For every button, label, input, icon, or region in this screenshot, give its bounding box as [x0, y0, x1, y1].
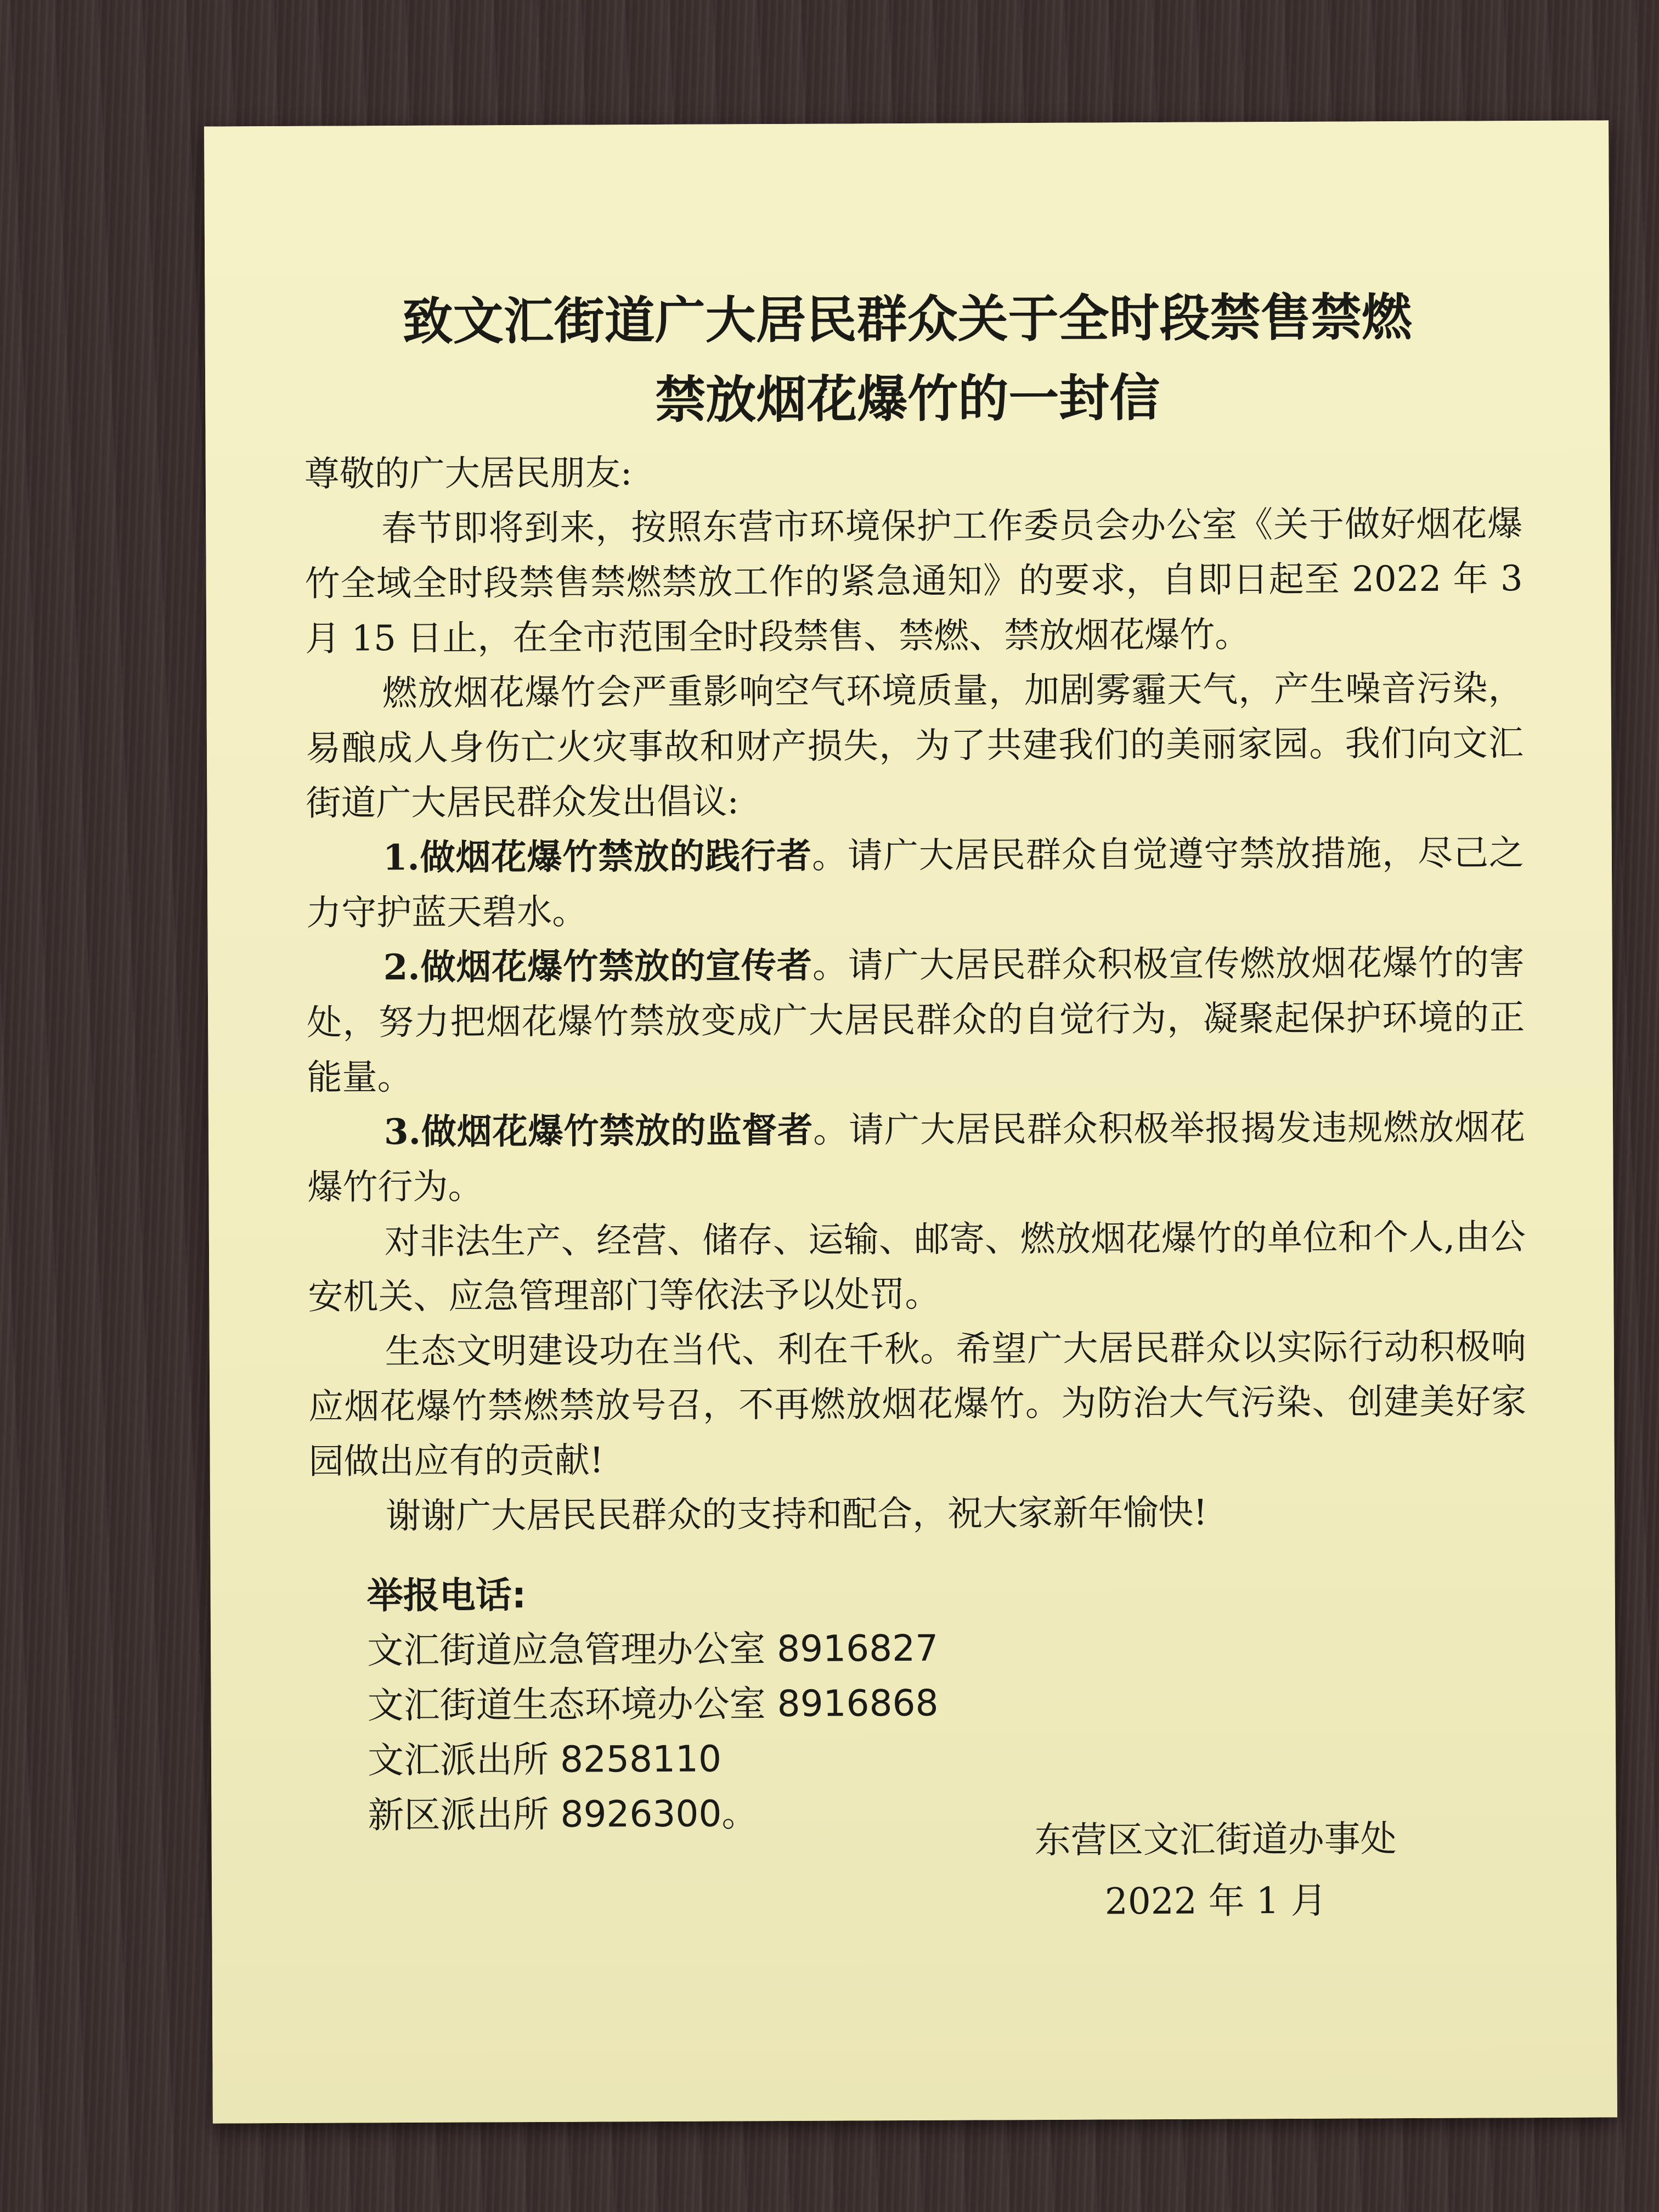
signature-org: 东营区文汇街道办事处: [1034, 1818, 1397, 1862]
letter-title: [205, 276, 1610, 442]
initiative-2-text: 。请广大居民群众积极宣传燃放烟花爆竹的害处，努力把烟花爆竹禁放变成广大居民群众的自觉行为，凝聚起保护环境的正能量。: [307, 943, 1525, 1098]
initiative-item-2: [307, 935, 1525, 1105]
signature-block: [1034, 1808, 1397, 1933]
report-contacts: [367, 1566, 939, 1843]
paragraph-harm: 燃放烟花爆竹会严重影响空气环境质量，加剧雾霾天气，产生噪音污染，易酿成人身伤亡火灾事故和财产损失，为了共建我们的美丽家园。我们向文汇街道广大居民群众发出倡议:: [305, 668, 1524, 824]
signature-date: 2022 年 1 月: [1104, 1879, 1327, 1923]
letter-paper: [204, 120, 1617, 2123]
contacts-heading: 举报电话:: [366, 1574, 527, 1617]
contact-line: 文汇街道应急管理办公室 8916827: [367, 1627, 939, 1672]
initiative-3-text: 。请广大居民群众积极举报揭发违规燃放烟花爆竹行为。: [307, 1107, 1526, 1208]
initiative-item-3: [307, 1100, 1526, 1215]
contact-line: 文汇派出所 8258110: [367, 1737, 722, 1782]
title-line-2: 禁放烟花爆竹的一封信: [655, 368, 1160, 430]
contact-line: 文汇街道生态环境办公室 8916868: [367, 1681, 939, 1727]
paragraph-thanks: 谢谢广大居民民群众的支持和配合，祝大家新年愉快!: [385, 1492, 1207, 1537]
initiative-3-heading: 3.做烟花爆竹禁放的监督者: [383, 1109, 814, 1153]
initiative-1-text: 。请广大居民群众自觉遵守禁放措施，尽己之力守护蓝天碧水。: [306, 833, 1525, 934]
paragraph-penalty: 对非法生产、经营、储存、运输、邮寄、燃放烟花爆竹的单位和个人,由公安机关、应急管理部门等依法予以处罚。: [308, 1217, 1526, 1318]
paragraph-appeal: 生态文明建设功在当代、利在千秋。希望广大居民群众以实际行动积极响应烟花爆竹禁燃禁放号召，不再燃放烟花爆竹。为防治大气污染、创建美好家园做出应有的贡献!: [308, 1327, 1527, 1482]
greeting: 尊敬的广大居民朋友:: [304, 453, 633, 495]
paragraph-notice: 春节即将到来，按照东营市环境保护工作委员会办公室《关于做好烟花爆竹全域全时段禁售禁燃禁放工作的紧急通知》的要求，自即日起至 2022 年 3月 15 日止，在全市范围全时段禁售、禁燃、禁放烟花爆竹。: [304, 504, 1523, 659]
letter-body: [304, 442, 1527, 1544]
initiative-2-heading: 2.做烟花爆竹禁放的宣传者: [383, 945, 813, 989]
title-line-1: 致文汇街道广大居民群众关于全时段禁售禁燃: [402, 287, 1412, 352]
initiative-1-heading: 1.做烟花爆竹禁放的践行者: [382, 835, 812, 879]
contact-line: 新区派出所 8926300。: [368, 1792, 758, 1837]
initiative-item-1: [306, 826, 1525, 941]
